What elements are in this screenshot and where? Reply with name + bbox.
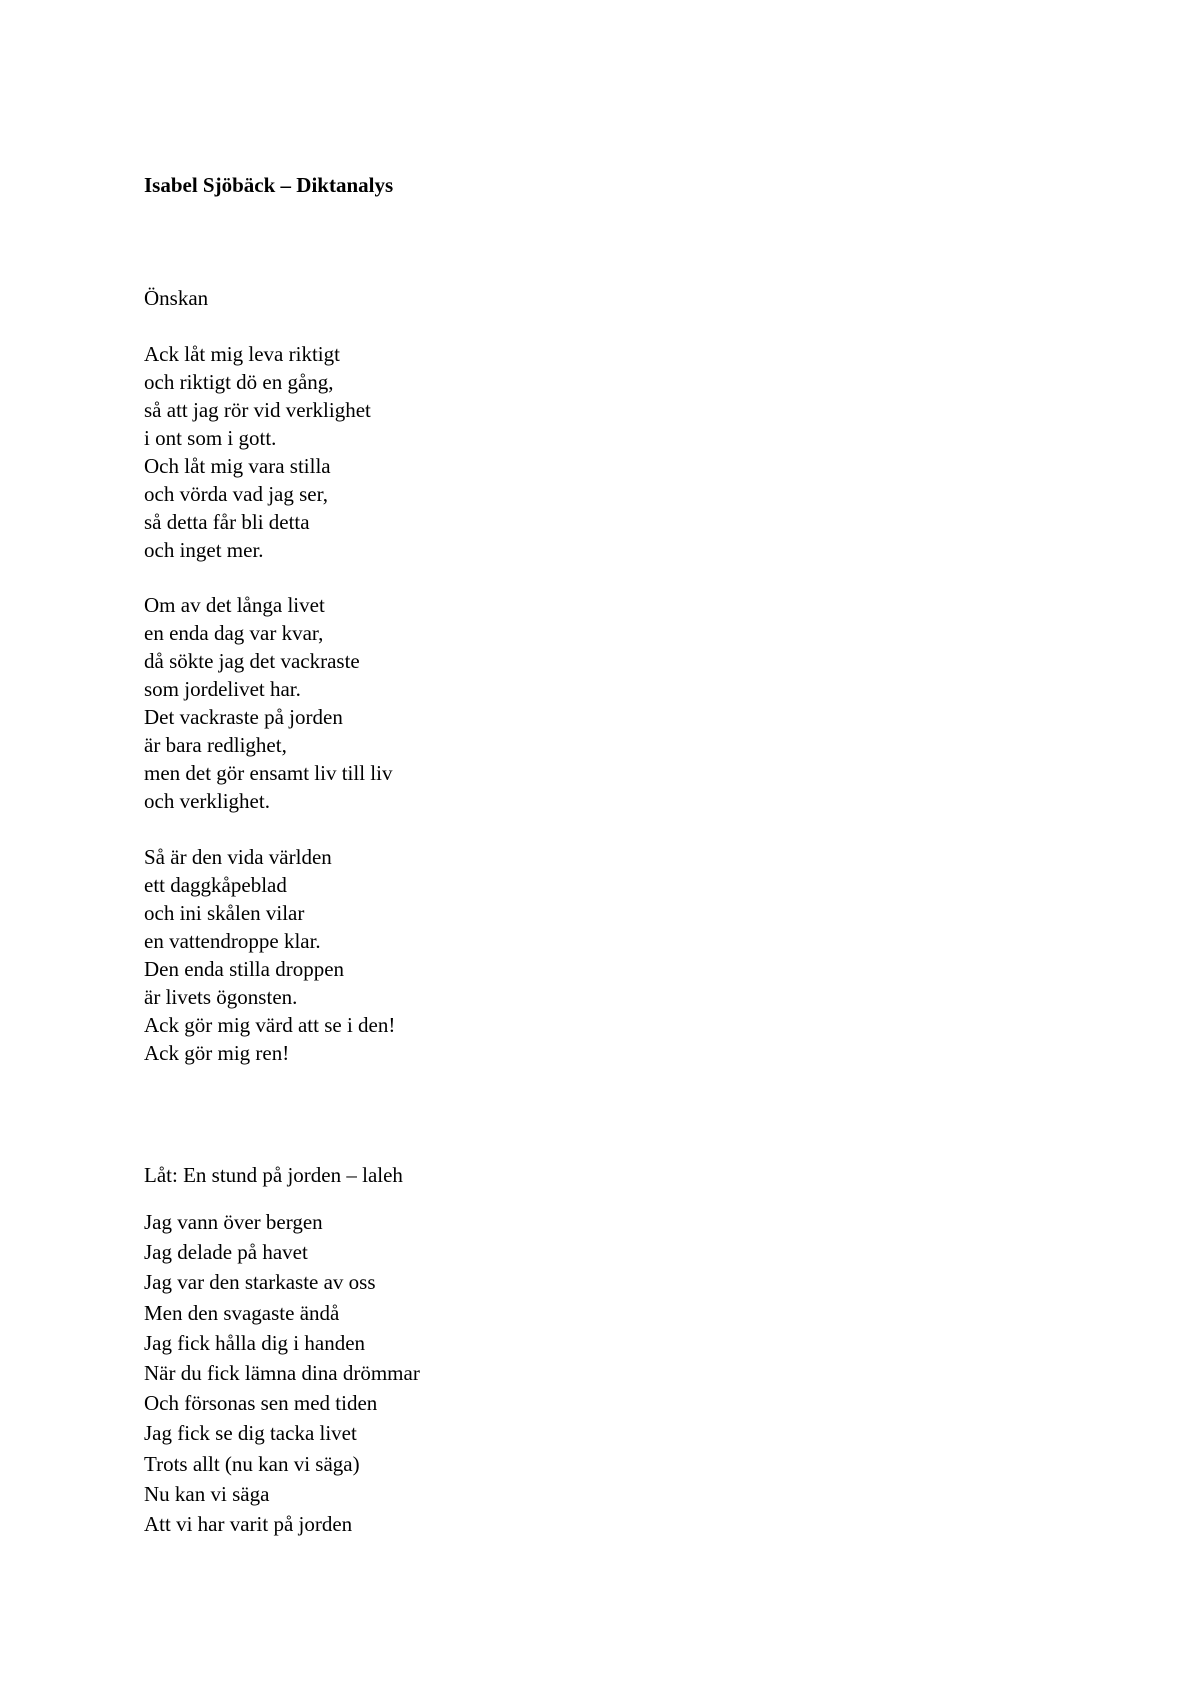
poem-line: Om av det långa livet <box>144 593 325 617</box>
poem-line: så att jag rör vid verklighet <box>144 398 371 422</box>
song-line: Trots allt (nu kan vi säga) <box>144 1451 360 1476</box>
poem-line: i ont som i gott. <box>144 426 277 450</box>
song-line: Jag fick se dig tacka livet <box>144 1421 357 1446</box>
poem-line: och inget mer. <box>144 538 264 562</box>
song-line: Jag vann över bergen <box>144 1210 323 1234</box>
song-line: Nu kan vi säga <box>144 1481 270 1506</box>
song-line: Och försonas sen med tiden <box>144 1391 378 1416</box>
poem-stanza-3 <box>144 843 395 1067</box>
poem-line: Det vackraste på jorden <box>144 705 343 729</box>
poem-line: ett daggkåpeblad <box>144 873 287 897</box>
poem-line: Ack gör mig ren! <box>144 1041 290 1065</box>
poem-line: Och låt mig vara stilla <box>144 454 331 478</box>
song-lyrics <box>144 1207 420 1539</box>
poem-stanza-1 <box>144 340 371 564</box>
poem-line: Den enda stilla droppen <box>144 957 345 981</box>
poem-line: men det gör ensamt liv till liv <box>144 761 393 785</box>
poem-line: en enda dag var kvar, <box>144 621 324 645</box>
poem-line: är bara redlighet, <box>144 733 287 757</box>
song-line: Jag delade på havet <box>144 1240 308 1265</box>
song-line: Jag var den starkaste av oss <box>144 1270 376 1295</box>
poem-line: Så är den vida världen <box>144 845 332 869</box>
song-line: Att vi har varit på jorden <box>144 1511 353 1536</box>
poem-line: är livets ögonsten. <box>144 985 298 1009</box>
poem-stanza-2 <box>144 591 392 815</box>
poem-line: och riktigt dö en gång, <box>144 370 334 394</box>
poem-line: Ack låt mig leva riktigt <box>144 342 340 366</box>
poem-line: så detta får bli detta <box>144 510 310 534</box>
song-line: När du fick lämna dina drömmar <box>144 1360 420 1385</box>
poem-line: då sökte jag det vackraste <box>144 649 360 673</box>
poem-line: och vörda vad jag ser, <box>144 482 329 506</box>
poem-line: och ini skålen vilar <box>144 901 305 925</box>
poem-line: som jordelivet har. <box>144 677 301 701</box>
document-heading: Isabel Sjöbäck – Diktanalys <box>144 173 394 197</box>
song-line: Men den svagaste ändå <box>144 1300 340 1325</box>
song-title: Låt: En stund på jorden – laleh <box>144 1163 403 1187</box>
poem-line: och verklighet. <box>144 789 270 813</box>
song-line: Jag fick hålla dig i handen <box>144 1330 366 1355</box>
poem-title: Önskan <box>144 286 209 310</box>
poem-line: Ack gör mig värd att se i den! <box>144 1013 396 1037</box>
poem-line: en vattendroppe klar. <box>144 929 321 953</box>
